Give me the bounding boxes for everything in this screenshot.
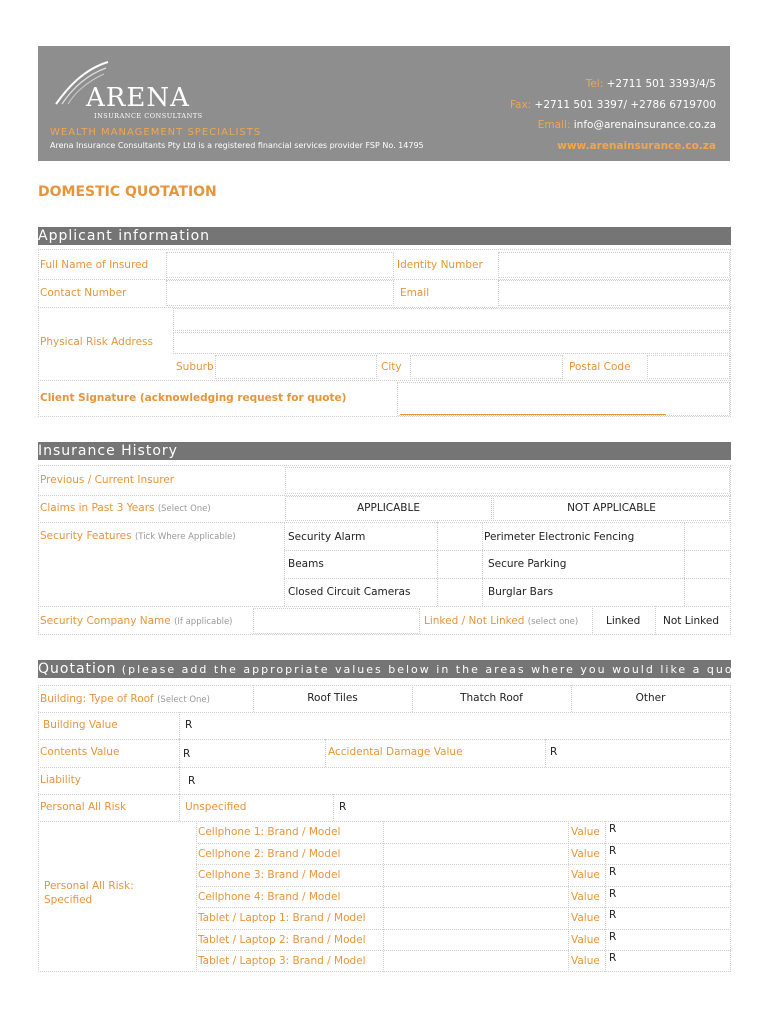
logo-wordmark: ARENA bbox=[86, 83, 190, 113]
city-input[interactable] bbox=[410, 355, 563, 379]
quotation-heading: Quotation bbox=[38, 661, 117, 677]
item-value-input[interactable] bbox=[620, 845, 729, 863]
security-features-label-row: Security Features (Tick Where Applicable) bbox=[40, 530, 236, 542]
claims-label-row: Claims in Past 3 Years (Select One) bbox=[40, 502, 211, 514]
letterhead bbox=[38, 46, 730, 161]
item-brand-input[interactable] bbox=[385, 952, 566, 971]
item-value-label: Value bbox=[571, 934, 600, 946]
feature-beams-checkbox[interactable] bbox=[445, 554, 475, 574]
address-line-1-input[interactable] bbox=[173, 308, 730, 331]
unspecified-currency: R bbox=[339, 801, 347, 813]
contact-number-input[interactable] bbox=[166, 280, 394, 306]
building-value-input[interactable] bbox=[197, 714, 729, 737]
item-currency: R bbox=[609, 931, 617, 943]
item-value-label: Value bbox=[571, 891, 600, 903]
item-value-input[interactable] bbox=[620, 931, 729, 949]
security-company-input[interactable] bbox=[253, 608, 420, 634]
item-brand-input[interactable] bbox=[385, 888, 566, 906]
feature-secure-parking: Secure Parking bbox=[488, 558, 567, 570]
history-heading: Insurance History bbox=[38, 443, 178, 459]
item-label: Cellphone 1: Brand / Model bbox=[198, 826, 341, 838]
item-value-input[interactable] bbox=[620, 888, 729, 906]
logo-subtitle: INSURANCE CONSULTANTS bbox=[94, 112, 203, 120]
roof-type-label-row: Building: Type of Roof (Select One) bbox=[40, 693, 210, 705]
item-value-input[interactable] bbox=[620, 909, 729, 928]
liability-input[interactable] bbox=[200, 769, 729, 792]
contents-value-label: Contents Value bbox=[40, 746, 120, 758]
feature-perimeter-fencing-checkbox[interactable] bbox=[690, 526, 726, 546]
feature-security-alarm: Security Alarm bbox=[288, 531, 366, 543]
suburb-input[interactable] bbox=[215, 355, 377, 379]
item-value-label: Value bbox=[571, 826, 600, 838]
physical-address-label: Physical Risk Address bbox=[40, 336, 153, 348]
item-label: Cellphone 3: Brand / Model bbox=[198, 869, 341, 881]
email-input[interactable] bbox=[498, 280, 730, 306]
item-currency: R bbox=[609, 888, 617, 900]
signature-line bbox=[400, 414, 666, 415]
website-link[interactable]: www.arenainsurance.co.za bbox=[557, 140, 716, 152]
item-label: Tablet / Laptop 1: Brand / Model bbox=[198, 912, 366, 924]
identity-number-label: Identity Number bbox=[397, 259, 483, 271]
claims-applicable-label: APPLICABLE bbox=[357, 502, 420, 514]
tagline: WEALTH MANAGEMENT SPECIALISTS bbox=[50, 127, 262, 138]
item-value-label: Value bbox=[571, 848, 600, 860]
full-name-input[interactable] bbox=[166, 252, 394, 278]
feature-secure-parking-checkbox[interactable] bbox=[690, 554, 726, 574]
item-value-input[interactable] bbox=[620, 823, 729, 842]
item-value-label: Value bbox=[571, 912, 600, 924]
page-title: DOMESTIC QUOTATION bbox=[38, 184, 217, 200]
liability-label: Liability bbox=[40, 774, 81, 786]
feature-cctv: Closed Circuit Cameras bbox=[288, 586, 411, 598]
previous-insurer-input[interactable] bbox=[285, 467, 730, 494]
fax-line: Fax: +2711 501 3397/ +2786 6719700 bbox=[509, 99, 716, 111]
building-value-label: Building Value bbox=[43, 719, 118, 731]
applicant-heading: Applicant information bbox=[38, 228, 211, 244]
feature-perimeter-fencing: Perimeter Electronic Fencing bbox=[484, 531, 635, 543]
item-currency: R bbox=[609, 866, 617, 878]
feature-cctv-checkbox[interactable] bbox=[445, 582, 475, 602]
quotation-heading-row bbox=[38, 660, 755, 679]
item-value-input[interactable] bbox=[620, 866, 729, 885]
postal-code-label: Postal Code bbox=[569, 361, 631, 373]
signature-label: Client Signature (acknowledging request for quote) bbox=[40, 392, 347, 404]
item-label: Cellphone 2: Brand / Model bbox=[198, 848, 341, 860]
signature-field[interactable] bbox=[397, 382, 730, 416]
item-brand-input[interactable] bbox=[385, 845, 566, 863]
item-currency: R bbox=[609, 823, 617, 835]
item-brand-input[interactable] bbox=[385, 823, 566, 842]
contents-value-input[interactable] bbox=[195, 742, 323, 764]
item-value-label: Value bbox=[571, 955, 600, 967]
item-currency: R bbox=[609, 909, 617, 921]
item-currency: R bbox=[609, 845, 617, 857]
thatch-roof-option[interactable]: Thatch Roof bbox=[460, 692, 523, 704]
feature-burglar-bars: Burglar Bars bbox=[488, 586, 554, 598]
item-value-label: Value bbox=[571, 869, 600, 881]
contents-value-currency: R bbox=[183, 748, 191, 760]
unspecified-label: Unspecified bbox=[185, 801, 247, 813]
security-company-label-row: Security Company Name (If applicable) bbox=[40, 615, 233, 627]
other-roof-option[interactable]: Other bbox=[635, 692, 666, 704]
feature-burglar-bars-checkbox[interactable] bbox=[690, 582, 726, 602]
previous-insurer-label: Previous / Current Insurer bbox=[40, 474, 175, 486]
email-label: Email bbox=[400, 287, 430, 299]
item-brand-input[interactable] bbox=[385, 931, 566, 949]
not-linked-option[interactable]: Not Linked bbox=[663, 615, 719, 627]
personal-all-risk-label: Personal All Risk bbox=[40, 801, 127, 813]
address-line-2-input[interactable] bbox=[173, 332, 730, 354]
contact-number-label: Contact Number bbox=[40, 287, 127, 299]
roof-tiles-option[interactable]: Roof Tiles bbox=[307, 692, 358, 704]
identity-number-input[interactable] bbox=[498, 252, 730, 278]
accidental-damage-input[interactable] bbox=[562, 742, 729, 764]
email-line: Email: info@arenainsurance.co.za bbox=[537, 119, 716, 131]
quotation-note: (please add the appropriate values below in the areas where you would like a quote) bbox=[121, 663, 755, 676]
unspecified-input[interactable] bbox=[351, 796, 729, 819]
postal-code-input[interactable] bbox=[647, 355, 730, 379]
feature-security-alarm-checkbox[interactable] bbox=[445, 526, 475, 546]
item-value-input[interactable] bbox=[620, 952, 729, 971]
item-currency: R bbox=[609, 952, 617, 964]
liability-currency: R bbox=[188, 775, 196, 787]
par-specified-label: Personal All Risk: Specified bbox=[44, 880, 134, 906]
accidental-damage-label: Accidental Damage Value bbox=[328, 746, 463, 758]
item-label: Cellphone 4: Brand / Model bbox=[198, 891, 341, 903]
linked-label-row: Linked / Not Linked (select one) bbox=[424, 615, 579, 627]
item-label: Tablet / Laptop 2: Brand / Model bbox=[198, 934, 366, 946]
city-label: City bbox=[381, 361, 402, 373]
accidental-damage-currency: R bbox=[550, 746, 558, 758]
item-brand-input[interactable] bbox=[385, 909, 566, 928]
claims-not-applicable-label: NOT APPLICABLE bbox=[567, 502, 656, 514]
building-value-currency: R bbox=[185, 719, 193, 731]
item-brand-input[interactable] bbox=[385, 866, 566, 885]
suburb-label: Suburb bbox=[176, 361, 214, 373]
fsp-note: Arena Insurance Consultants Pty Ltd is a registered financial services provider FSP No. 14795 bbox=[50, 141, 424, 150]
feature-beams: Beams bbox=[288, 558, 324, 570]
full-name-label: Full Name of Insured bbox=[40, 259, 149, 271]
tel-line: Tel: +2711 501 3393/4/5 bbox=[585, 78, 716, 90]
linked-option[interactable]: Linked bbox=[606, 615, 641, 627]
item-label: Tablet / Laptop 3: Brand / Model bbox=[198, 955, 366, 967]
